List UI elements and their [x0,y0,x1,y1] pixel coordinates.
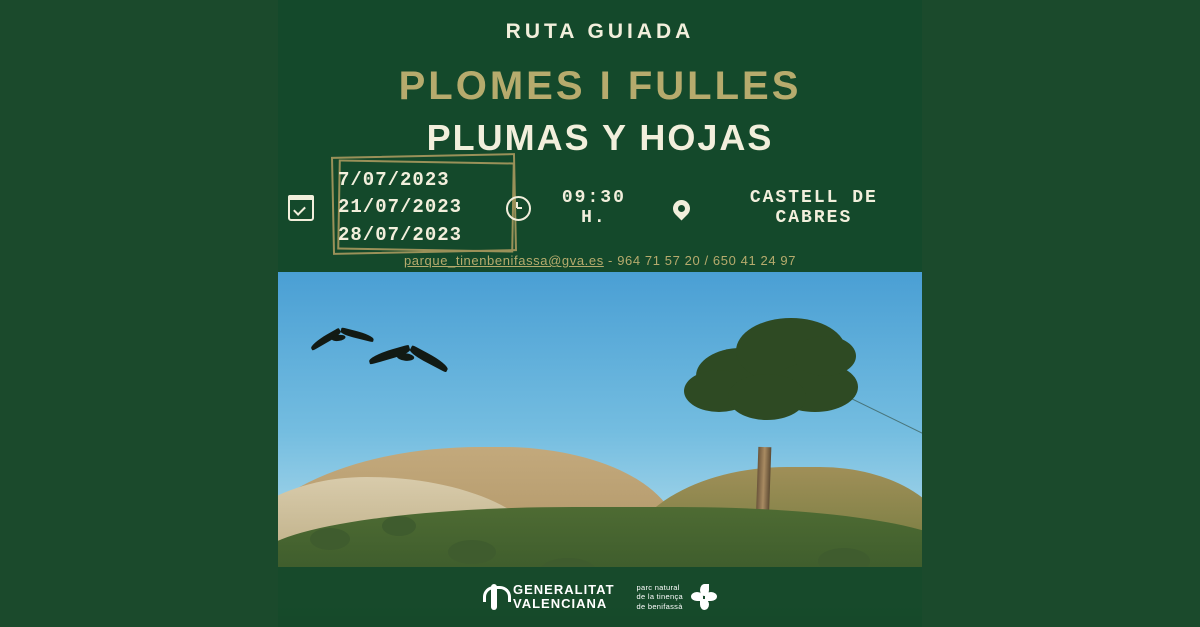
generalitat-valenciana-logo [483,583,615,612]
title-valencian: PLOMES I FULLES [398,64,802,108]
eyebrow-label: RUTA GUIADA [505,20,695,43]
date-item: 7/07/2023 [338,168,450,191]
parc-line-2: de la tinença [636,592,683,602]
parc-natural-logo [637,583,717,611]
generalitat-crown-icon [483,584,505,610]
date-item: 21/07/2023 [338,196,463,219]
generalitat-text [513,583,615,612]
footer-logo-bar [278,567,922,627]
event-info-row [278,160,922,256]
contact-separator: - [608,253,613,268]
generalitat-line-1: GENERALITAT [513,581,615,597]
place-label: CASTELL DE CABRES [749,188,878,228]
time-label: 09:30 H. [561,188,626,228]
poster [278,0,922,627]
time-block [506,188,645,228]
shrub [448,540,496,564]
generalitat-line-2: VALENCIANA [513,596,608,611]
place-block [673,188,922,228]
shrub [382,516,416,536]
dates-block [288,163,470,254]
calendar-icon [288,195,314,221]
contact-email[interactable]: parque_tinenbenifassa@gva.es [403,253,604,268]
parc-natural-flower-icon [691,584,717,610]
shrub [310,528,350,550]
location-pin-icon [669,196,693,220]
title-spanish: PLUMAS Y HOJAS [426,117,774,158]
parc-line-3: de benifassà [636,601,683,611]
dates-list [330,163,470,254]
landscape-photo [278,272,922,627]
parc-natural-text [637,583,683,611]
pine-canopy [676,300,866,450]
poster-header [278,0,922,272]
contact-phones: 964 71 57 20 / 650 41 24 97 [617,253,797,268]
contact-line [278,253,922,268]
date-item: 28/07/2023 [338,223,463,246]
clock-icon [506,196,531,221]
parc-line-1: parc natural [636,582,680,592]
